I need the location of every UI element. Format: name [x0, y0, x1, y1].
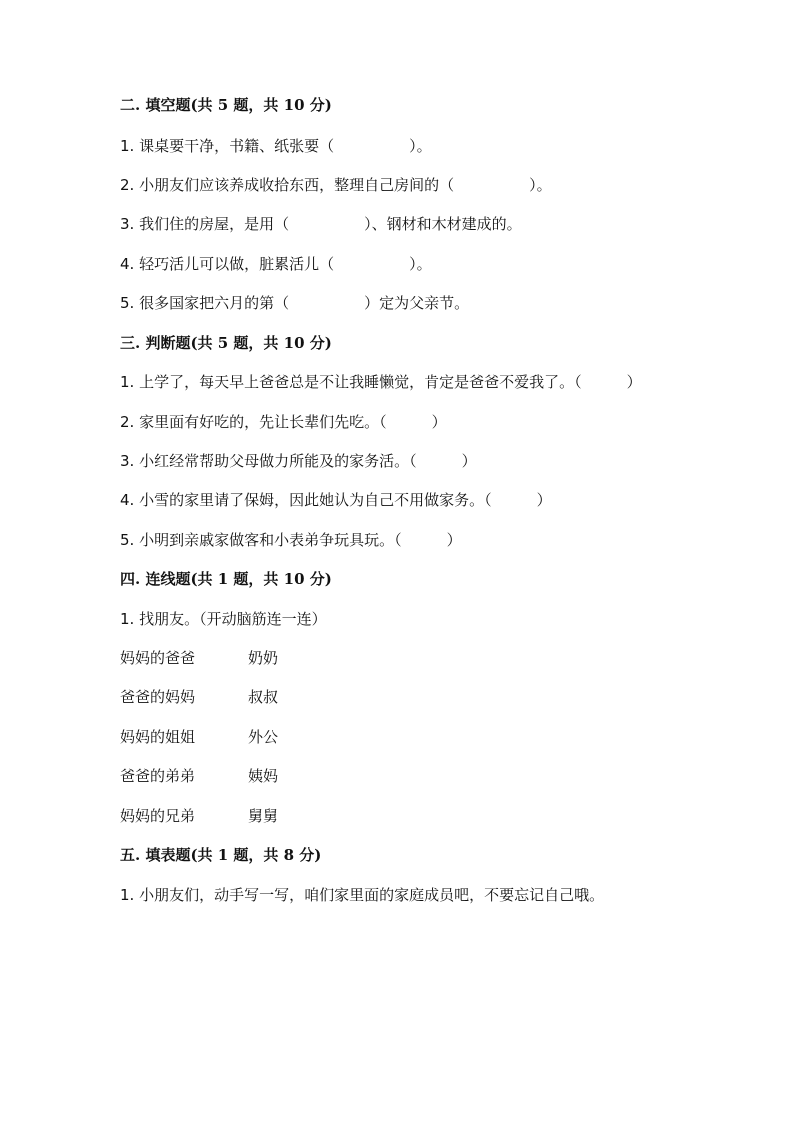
matching-left-term: 爸爸的妈妈 [120, 688, 196, 706]
question-item: 5. 很多国家把六月的第（ ）定为父亲节。 [120, 294, 470, 312]
matching-left-term: 妈妈的兄弟 [120, 807, 196, 825]
question-item: 1. 课桌要干净，书籍、纸张要（ ）。 [120, 137, 432, 155]
matching-right-term: 姨妈 [248, 767, 279, 785]
matching-left-term: 妈妈的爸爸 [120, 649, 196, 667]
matching-row [120, 687, 278, 707]
matching-right-term: 舅舅 [248, 807, 279, 825]
section-heading-fill-blank: 二. 填空题(共 5 题，共 10 分) [120, 96, 332, 114]
section-heading-table-fill: 五. 填表题(共 1 题，共 8 分) [120, 846, 322, 864]
question-item: 5. 小明到亲戚家做客和小表弟争玩具玩。（ ） [120, 531, 462, 549]
question-item: 4. 轻巧活儿可以做，脏累活儿（ ）。 [120, 255, 432, 273]
matching-row [120, 766, 278, 786]
matching-row [120, 806, 278, 826]
matching-left-term: 妈妈的姐姐 [120, 728, 196, 746]
matching-row [120, 648, 278, 668]
matching-right-term: 外公 [248, 728, 279, 746]
matching-left-term: 爸爸的弟弟 [120, 767, 196, 785]
question-item: 1. 小朋友们，动手写一写，咱们家里面的家庭成员吧，不要忘记自己哦。 [120, 886, 605, 904]
matching-right-term: 叔叔 [248, 688, 279, 706]
section-heading-true-false: 三. 判断题(共 5 题，共 10 分) [120, 334, 332, 352]
question-item: 3. 小红经常帮助父母做力所能及的家务活。（ ） [120, 452, 477, 470]
section-heading-matching: 四. 连线题(共 1 题，共 10 分) [120, 570, 332, 588]
question-item: 3. 我们住的房屋，是用（ ）、钢材和木材建成的。 [120, 215, 522, 233]
question-item: 2. 小朋友们应该养成收拾东西，整理自己房间的（ ）。 [120, 176, 552, 194]
matching-right-term: 奶奶 [248, 649, 279, 667]
question-item: 1. 找朋友。（开动脑筋连一连） [120, 610, 327, 628]
question-item: 4. 小雪的家里请了保姆，因此她认为自己不用做家务。（ ） [120, 491, 552, 509]
question-item: 2. 家里面有好吃的，先让长辈们先吃。（ ） [120, 413, 447, 431]
matching-row [120, 727, 278, 747]
question-item: 1. 上学了，每天早上爸爸总是不让我睡懒觉，肯定是爸爸不爱我了。（ ） [120, 373, 642, 391]
